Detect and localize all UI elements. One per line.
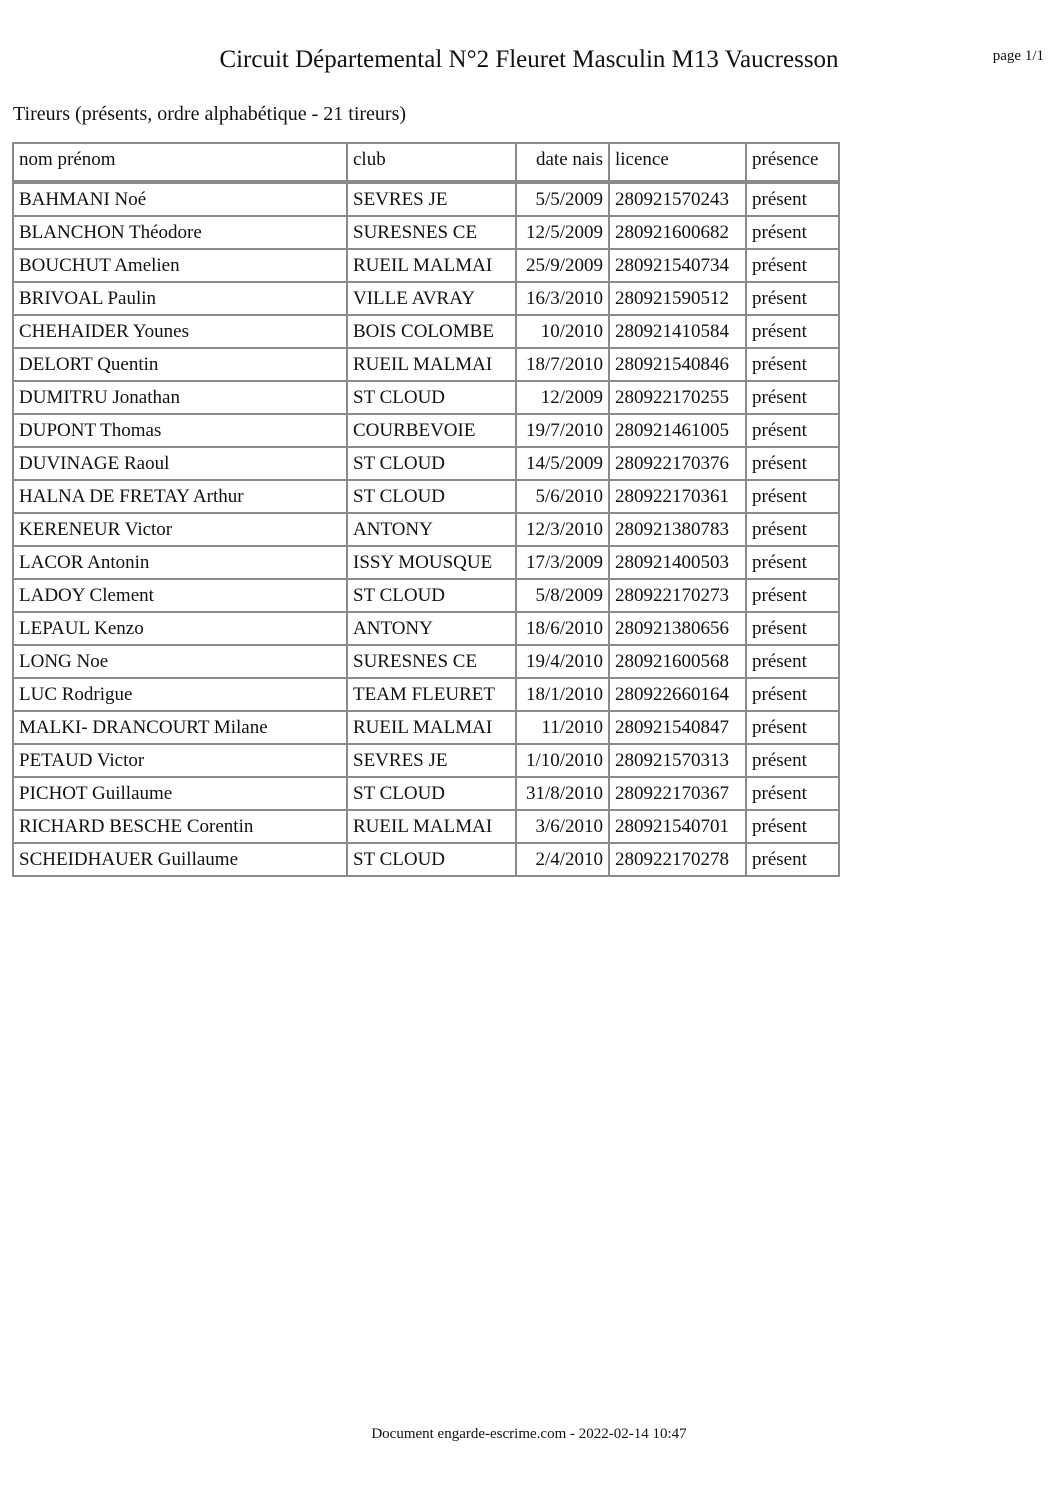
table-body <box>13 183 839 876</box>
cell-presence: présent <box>746 216 839 249</box>
cell-presence: présent <box>746 348 839 381</box>
cell-club: ST CLOUD <box>347 480 516 513</box>
cell-name: DELORT Quentin <box>13 348 347 381</box>
cell-birthdate: 31/8/2010 <box>516 777 609 810</box>
cell-presence: présent <box>746 810 839 843</box>
cell-birthdate: 11/2010 <box>516 711 609 744</box>
page-number: page 1/1 <box>992 48 1044 64</box>
table-row <box>13 249 839 282</box>
cell-name: LADOY Clement <box>13 579 347 612</box>
cell-licence: 280921540846 <box>609 348 746 381</box>
cell-licence: 280922660164 <box>609 678 746 711</box>
cell-presence: présent <box>746 183 839 216</box>
cell-club: ST CLOUD <box>347 843 516 876</box>
column-header-presence: présence <box>746 143 839 183</box>
cell-club: ANTONY <box>347 513 516 546</box>
cell-club: ST CLOUD <box>347 579 516 612</box>
cell-licence: 280921600682 <box>609 216 746 249</box>
table-row <box>13 216 839 249</box>
cell-presence: présent <box>746 579 839 612</box>
cell-presence: présent <box>746 744 839 777</box>
cell-licence: 280921380783 <box>609 513 746 546</box>
cell-licence: 280921590512 <box>609 282 746 315</box>
table-row <box>13 744 839 777</box>
cell-club: ANTONY <box>347 612 516 645</box>
table-row <box>13 546 839 579</box>
cell-birthdate: 1/10/2010 <box>516 744 609 777</box>
cell-club: SURESNES CE <box>347 645 516 678</box>
cell-name: SCHEIDHAUER Guillaume <box>13 843 347 876</box>
cell-licence: 280921570243 <box>609 183 746 216</box>
table-row <box>13 645 839 678</box>
table-row <box>13 282 839 315</box>
cell-birthdate: 25/9/2009 <box>516 249 609 282</box>
cell-birthdate: 5/5/2009 <box>516 183 609 216</box>
cell-birthdate: 18/7/2010 <box>516 348 609 381</box>
cell-licence: 280921570313 <box>609 744 746 777</box>
column-header-licence: licence <box>609 143 746 183</box>
cell-club: SURESNES CE <box>347 216 516 249</box>
table-row <box>13 348 839 381</box>
cell-licence: 280922170255 <box>609 381 746 414</box>
cell-presence: présent <box>746 315 839 348</box>
cell-club: RUEIL MALMAI <box>347 348 516 381</box>
cell-presence: présent <box>746 546 839 579</box>
cell-club: RUEIL MALMAI <box>347 810 516 843</box>
document-footer: Document engarde-escrime.com - 2022-02-14 10:47 <box>371 1426 687 1442</box>
cell-name: KERENEUR Victor <box>13 513 347 546</box>
table-row <box>13 183 839 216</box>
column-header-date: date nais <box>516 143 609 183</box>
cell-name: DUVINAGE Raoul <box>13 447 347 480</box>
cell-birthdate: 12/2009 <box>516 381 609 414</box>
cell-birthdate: 19/4/2010 <box>516 645 609 678</box>
cell-presence: présent <box>746 480 839 513</box>
cell-presence: présent <box>746 381 839 414</box>
cell-birthdate: 18/6/2010 <box>516 612 609 645</box>
table-row <box>13 513 839 546</box>
table-row <box>13 414 839 447</box>
cell-name: DUPONT Thomas <box>13 414 347 447</box>
fencer-table <box>12 142 840 877</box>
cell-birthdate: 12/3/2010 <box>516 513 609 546</box>
cell-club: ST CLOUD <box>347 777 516 810</box>
cell-presence: présent <box>746 249 839 282</box>
cell-presence: présent <box>746 777 839 810</box>
cell-club: VILLE AVRAY <box>347 282 516 315</box>
cell-presence: présent <box>746 282 839 315</box>
cell-birthdate: 2/4/2010 <box>516 843 609 876</box>
cell-licence: 280921400503 <box>609 546 746 579</box>
cell-name: RICHARD BESCHE Corentin <box>13 810 347 843</box>
table-row <box>13 579 839 612</box>
table-row <box>13 612 839 645</box>
cell-name: HALNA DE FRETAY Arthur <box>13 480 347 513</box>
cell-name: BAHMANI Noé <box>13 183 347 216</box>
cell-licence: 280921461005 <box>609 414 746 447</box>
table-row <box>13 480 839 513</box>
document-title: Circuit Départemental N°2 Fleuret Masculin M13 Vaucresson <box>219 46 839 73</box>
cell-presence: présent <box>746 711 839 744</box>
cell-birthdate: 18/1/2010 <box>516 678 609 711</box>
cell-name: LEPAUL Kenzo <box>13 612 347 645</box>
cell-presence: présent <box>746 645 839 678</box>
table-row <box>13 447 839 480</box>
cell-name: LACOR Antonin <box>13 546 347 579</box>
cell-birthdate: 10/2010 <box>516 315 609 348</box>
cell-licence: 280922170376 <box>609 447 746 480</box>
cell-club: ST CLOUD <box>347 381 516 414</box>
cell-birthdate: 12/5/2009 <box>516 216 609 249</box>
table-row <box>13 810 839 843</box>
cell-birthdate: 5/8/2009 <box>516 579 609 612</box>
cell-birthdate: 5/6/2010 <box>516 480 609 513</box>
cell-presence: présent <box>746 447 839 480</box>
table-row <box>13 315 839 348</box>
cell-licence: 280921540701 <box>609 810 746 843</box>
cell-presence: présent <box>746 678 839 711</box>
table-row <box>13 678 839 711</box>
cell-presence: présent <box>746 414 839 447</box>
cell-club: SEVRES JE <box>347 744 516 777</box>
cell-licence: 280922170361 <box>609 480 746 513</box>
cell-licence: 280921600568 <box>609 645 746 678</box>
cell-club: RUEIL MALMAI <box>347 249 516 282</box>
cell-licence: 280921540734 <box>609 249 746 282</box>
cell-birthdate: 14/5/2009 <box>516 447 609 480</box>
cell-club: ISSY MOUSQUE <box>347 546 516 579</box>
cell-name: BRIVOAL Paulin <box>13 282 347 315</box>
cell-birthdate: 17/3/2009 <box>516 546 609 579</box>
cell-licence: 280922170278 <box>609 843 746 876</box>
cell-club: TEAM FLEURET <box>347 678 516 711</box>
cell-presence: présent <box>746 612 839 645</box>
cell-birthdate: 19/7/2010 <box>516 414 609 447</box>
section-subtitle: Tireurs (présents, ordre alphabétique - 21 tireurs) <box>13 103 407 125</box>
cell-name: LUC Rodrigue <box>13 678 347 711</box>
cell-club: SEVRES JE <box>347 183 516 216</box>
table-row <box>13 843 839 876</box>
table-row <box>13 381 839 414</box>
table-row <box>13 777 839 810</box>
cell-presence: présent <box>746 843 839 876</box>
cell-name: BOUCHUT Amelien <box>13 249 347 282</box>
cell-club: ST CLOUD <box>347 447 516 480</box>
cell-birthdate: 3/6/2010 <box>516 810 609 843</box>
table-row <box>13 711 839 744</box>
cell-licence: 280922170273 <box>609 579 746 612</box>
cell-name: PICHOT Guillaume <box>13 777 347 810</box>
cell-licence: 280921380656 <box>609 612 746 645</box>
cell-club: BOIS COLOMBE <box>347 315 516 348</box>
cell-name: MALKI- DRANCOURT Milane <box>13 711 347 744</box>
cell-licence: 280921540847 <box>609 711 746 744</box>
column-header-name: nom prénom <box>13 143 347 183</box>
cell-presence: présent <box>746 513 839 546</box>
cell-name: BLANCHON Théodore <box>13 216 347 249</box>
cell-club: COURBEVOIE <box>347 414 516 447</box>
cell-licence: 280922170367 <box>609 777 746 810</box>
cell-club: RUEIL MALMAI <box>347 711 516 744</box>
cell-name: DUMITRU Jonathan <box>13 381 347 414</box>
cell-birthdate: 16/3/2010 <box>516 282 609 315</box>
cell-name: PETAUD Victor <box>13 744 347 777</box>
column-header-club: club <box>347 143 516 183</box>
cell-licence: 280921410584 <box>609 315 746 348</box>
table-header-row <box>13 143 839 183</box>
cell-name: LONG Noe <box>13 645 347 678</box>
cell-name: CHEHAIDER Younes <box>13 315 347 348</box>
